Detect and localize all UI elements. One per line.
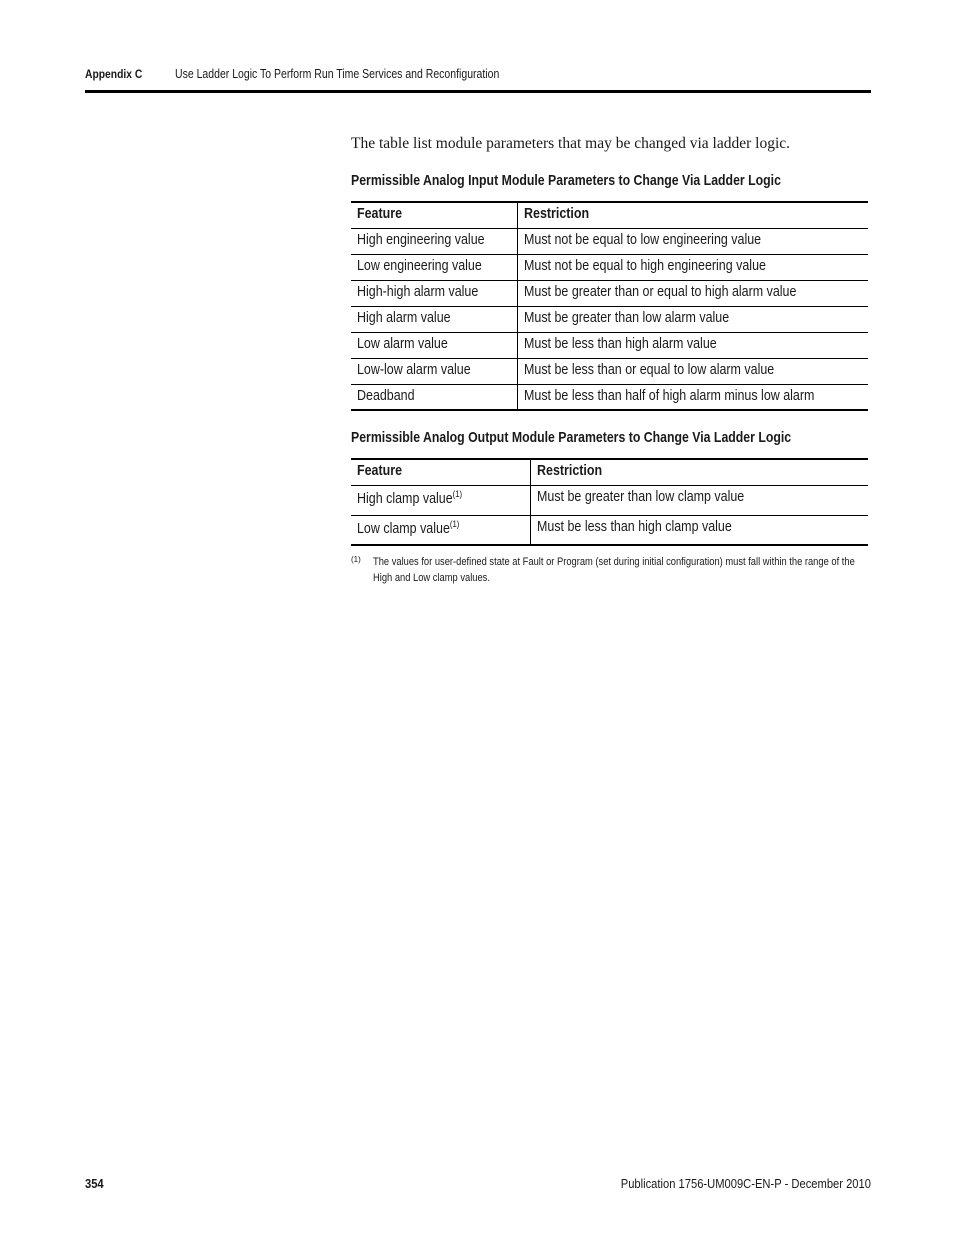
table-row [351, 384, 868, 410]
restriction-cell: Must be less than high alarm value [518, 332, 868, 358]
restriction-cell: Must not be equal to high engineering value [518, 254, 868, 280]
table-row [351, 485, 868, 515]
table-header-row [351, 202, 868, 228]
table-row [351, 306, 868, 332]
feature-cell: High engineering value [351, 228, 518, 254]
footnote-ref: (1) [452, 488, 463, 499]
feature-cell: Low-low alarm value [351, 358, 518, 384]
restriction-cell: Must be less than half of high alarm minus low alarm [518, 384, 868, 410]
input-parameters-table [351, 201, 868, 411]
column-header-restriction: Restriction [531, 459, 869, 485]
intro-paragraph: The table list module parameters that may be changed via ladder logic. [351, 135, 791, 152]
restriction-cell: Must be greater than or equal to high alarm value [518, 280, 868, 306]
table-row [351, 228, 868, 254]
restriction-cell: Must be less than or equal to low alarm value [518, 358, 868, 384]
feature-cell: High clamp value$^{(1)}$ [351, 485, 531, 515]
section-title: Use Ladder Logic To Perform Run Time Services and Reconfiguration [175, 67, 500, 81]
footnote-ref: (1) [449, 518, 460, 529]
feature-cell: Low engineering value [351, 254, 518, 280]
output-table-title: Permissible Analog Output Module Parameters to Change Via Ladder Logic [351, 429, 792, 446]
column-header-restriction: Restriction [518, 202, 868, 228]
table-row [351, 332, 868, 358]
restriction-cell: Must be greater than low alarm value [518, 306, 868, 332]
output-parameters-table [351, 458, 868, 546]
table-row [351, 358, 868, 384]
footnote-text: The values for user-defined state at Fault or Program (set during initial configuration) must fall within the range of the High and Low clamp values. [373, 556, 855, 584]
input-table-title: Permissible Analog Input Module Parameters to Change Via Ladder Logic [351, 172, 781, 189]
restriction-cell: Must be less than high clamp value [531, 515, 869, 545]
column-header-feature: Feature [351, 202, 518, 228]
feature-cell: High alarm value [351, 306, 518, 332]
table-row [351, 515, 868, 545]
table-row [351, 280, 868, 306]
table-header-row [351, 459, 868, 485]
feature-cell: Low clamp value$^{(1)}$ [351, 515, 531, 545]
page-number: 354 [85, 1176, 104, 1191]
feature-cell: Deadband [351, 384, 518, 410]
table-row [351, 254, 868, 280]
page-header [85, 66, 871, 93]
feature-cell: High-high alarm value [351, 280, 518, 306]
restriction-cell: Must be greater than low clamp value [531, 485, 869, 515]
appendix-label: Appendix C [85, 67, 143, 81]
feature-cell: Low alarm value [351, 332, 518, 358]
restriction-cell: Must not be equal to low engineering value [518, 228, 868, 254]
footnote-mark: (1) [351, 555, 361, 564]
column-header-feature: Feature [351, 459, 531, 485]
publication-info: Publication 1756-UM009C-EN-P - December 2010 [620, 1176, 871, 1191]
